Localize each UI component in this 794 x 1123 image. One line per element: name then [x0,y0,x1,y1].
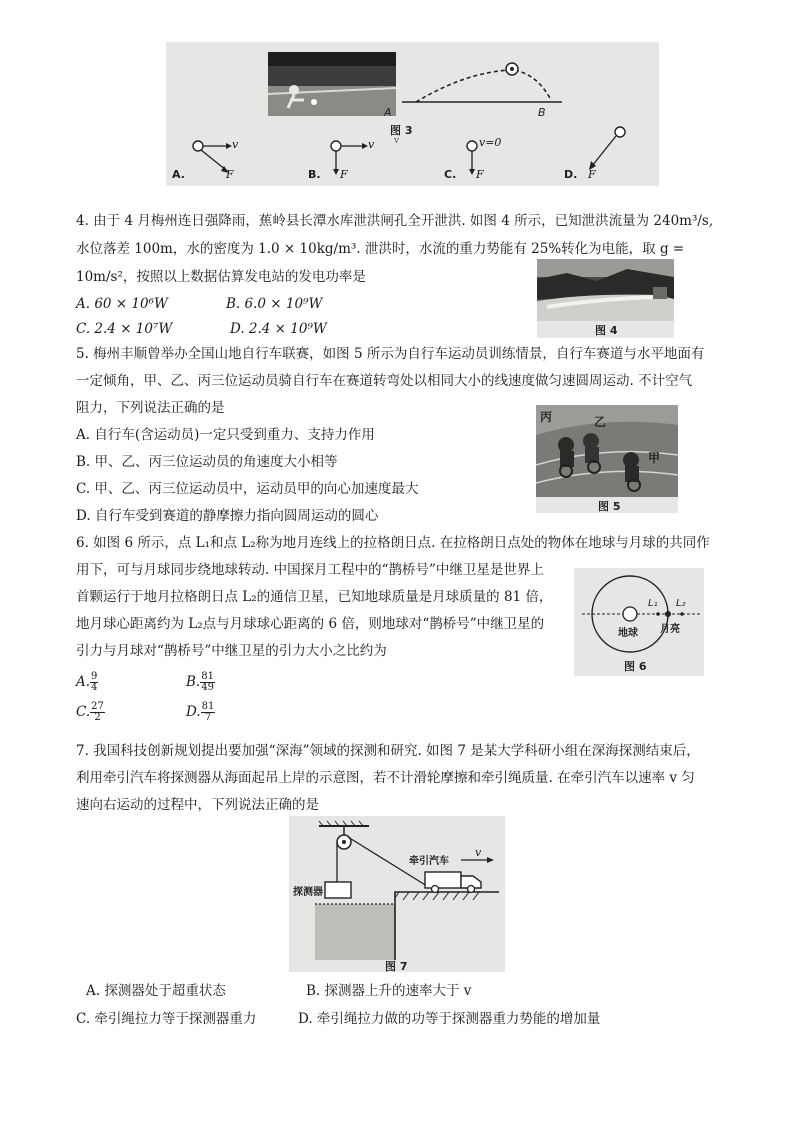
q6-option-d-num: 81 [201,701,215,712]
detector-label: 探测器 [293,887,323,898]
q6-option-b-label: B. [186,674,201,690]
q6-line-2: 用下，可与月球同步绕地球转动. 中国探月工程中的“鹊桥号”中继卫星是世界上 [76,562,544,578]
fig3-option-b-label: B. [308,168,321,181]
truck-icon [425,872,461,888]
q5-option-d: D. 自行车受到赛道的静摩擦力指向圆周运动的圆心 [76,508,379,524]
earth-icon [623,607,637,621]
fig3-option-b-f: F [340,168,348,181]
q7-line-1: 7. 我国科技创新规划提出要加强“深海”领域的探测和研究. 如图 7 是某大学科研小组在深海探测结束后， [76,743,700,759]
q6-option-b-den: 49 [201,682,214,693]
figure-4 [537,259,674,338]
l1-label: L₁ [648,598,658,609]
point-b-label: B [538,106,546,119]
q5-option-c: C. 甲、乙、丙三位运动员中，运动员甲的向心加速度最大 [76,481,419,497]
point-a-label: A [384,106,392,119]
q6-line-4: 地月球心距离约为 L₂点与月球球心距离的 6 倍，则地球对“鹊桥号”中继卫星的 [76,616,545,632]
q6-option-d-label: D. [186,704,201,720]
fig3-option-d-label: D. [564,168,578,181]
q6-line-5: 引力与月球对“鹊桥号”中继卫星的引力大小之比约为 [76,643,387,659]
trajectory-curve [416,70,551,102]
car-label: 牵引汽车 [409,856,449,867]
q6-option-d-den: 7 [204,712,212,723]
q5-option-a: A. 自行车(含运动员)一定只受到重力、支持力作用 [76,427,375,443]
q6-option-a [76,672,98,693]
q6-option-c-num: 27 [91,701,104,712]
q6-option-a-num: 9 [91,671,98,682]
q6-option-c [76,702,105,723]
fig3-option-c-f: F [476,168,484,181]
q6-option-c-label: C. [76,704,91,720]
q5-line-1: 5. 梅州丰顺曾举办全国山地自行车联赛，如图 5 所示为自行车运动员训练情景，自行车赛道与水平地面有 [76,346,705,362]
q7-option-b: B. 探测器上升的速率大于 v [306,983,472,999]
fig3-option-a-f: F [226,168,234,181]
q6-option-d [186,702,215,723]
figure-7-caption: 图 7 [385,960,408,973]
figure-6-caption: 图 6 [624,660,647,673]
velocity-label: v [475,846,482,859]
label-yi: 乙 [594,415,607,429]
label-jia: 甲 [648,451,661,465]
figure-3-caption: 图 3 [390,124,413,137]
q5-option-b: B. 甲、乙、丙三位运动员的角速度大小相等 [76,454,338,470]
q5-line-2: 一定倾角，甲、乙、丙三位运动员骑自行车在赛道转弯处以相同大小的线速度做匀速圆周运动. 不计空气 [76,373,693,389]
figure-6 [574,568,704,676]
q7-option-a: A. 探测器处于超重状态 [86,983,226,999]
q7-option-d: D. 牵引绳拉力做的功等于探测器重力势能的增加量 [298,1011,601,1027]
q6-option-b [186,672,215,693]
figure-3-drawing [166,42,659,186]
q6-option-b-num: 81 [201,671,214,682]
detector-box [325,882,351,898]
l2-label: L₂ [676,598,686,609]
moon-label: 月亮 [660,624,680,635]
q4-option-b: B. 6.0 × 10⁹W [226,296,323,312]
fig3-option-a-label: A. [172,168,185,181]
earth-label: 地球 [618,628,638,639]
figure-5-caption: 图 5 [598,500,621,513]
q4-line-2: 水位落差 100m，水的密度为 1.0 × 10kg/m³. 泄洪时，水流的重力势能有 25%转化为电能，取 g = [76,241,685,257]
q6-line-1: 6. 如图 6 所示，点 L₁和点 L₂称为地月连线上的拉格朗日点. 在拉格朗日点处的物体在地球与月球的共同作 [76,535,710,551]
q4-option-a: A. 60 × 10⁶W [76,296,168,312]
figure-7 [289,816,505,972]
fig3-option-c-v: v=0 [479,136,502,149]
moon-icon [665,611,671,617]
q5-line-3: 阻力，下列说法正确的是 [76,400,225,416]
q7-line-3: 速向右运动的过程中，下列说法正确的是 [76,797,319,813]
figure-4-caption: 图 4 [595,324,618,337]
figure-3-stray-mark: v [394,136,400,146]
fig3-option-c-label: C. [444,168,457,181]
fig3-option-d-f: F [588,168,596,181]
figure-3 [166,42,659,186]
q7-line-2: 利用牵引汽车将探测器从海面起吊上岸的示意图，若不计滑轮摩擦和牵引绳质量. 在牵引汽车以速率 v 匀 [76,770,695,786]
q4-line-3: 10m/s²，按照以上数据估算发电站的发电功率是 [76,269,366,285]
q6-option-a-label: A. [76,674,91,690]
q4-option-c: C. 2.4 × 10⁷W [76,321,173,337]
q4-option-d: D. 2.4 × 10⁹W [230,321,327,337]
fig3-option-b-v: v [368,138,375,151]
q4-line-1: 4. 由于 4 月梅州连日强降雨，蕉岭县长潭水库泄洪闸孔全开泄洪. 如图 4 所示，已知泄洪流量为 240m³/s, [76,213,714,229]
q6-option-a-den: 4 [91,682,98,693]
q6-line-3: 首颗运行于地月拉格朗日点 L₂的通信卫星，已知地球质量是月球质量的 81 倍， [76,589,553,605]
figure-5 [536,405,678,513]
q7-option-c: C. 牵引绳拉力等于探测器重力 [76,1011,257,1027]
fig3-option-a-v: v [232,138,239,151]
q6-option-c-den: 2 [94,712,101,723]
label-bing: 丙 [540,410,553,424]
